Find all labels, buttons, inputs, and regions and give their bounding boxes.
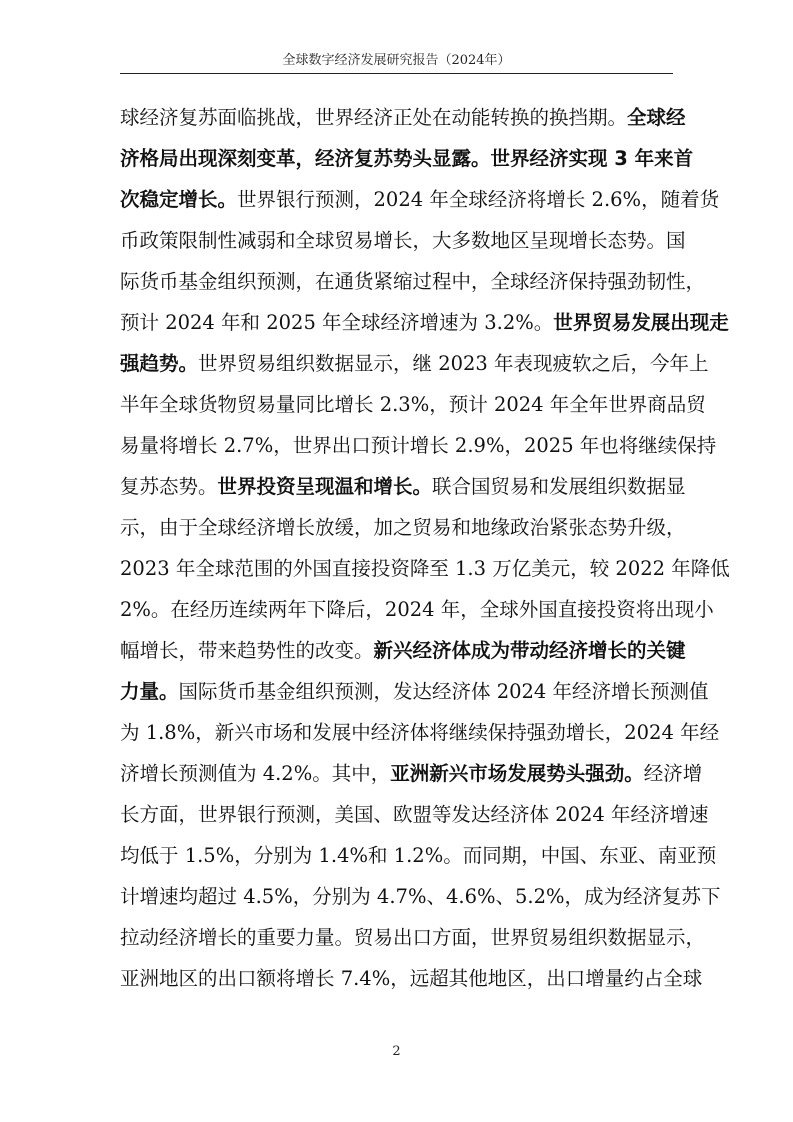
text-segment: 济增长预测值为 4.2%。其中，	[120, 762, 391, 785]
text-line	[120, 384, 706, 425]
text-line	[120, 876, 721, 917]
text-segment: 币政策限制性减弱和全球贸易增长，大多数地区呈现增长态势。国	[120, 229, 686, 252]
text-segment: 2%。在经历连续两年下降后，2024 年，全球外国直接投资将出现小	[120, 598, 714, 621]
bold-text-segment: 强趋势。	[120, 352, 199, 375]
text-line	[120, 630, 686, 671]
bold-text-segment: 次稳定增长。	[120, 188, 238, 211]
bold-text-segment: 世界贸易发展出现走	[553, 311, 729, 334]
text-segment: 复苏态势。	[120, 475, 218, 498]
text-segment: 示，由于全球经济增长放缓，加之贸易和地缘政治紧张态势升级，	[120, 516, 686, 539]
text-line	[120, 220, 686, 261]
text-segment: 经济增	[643, 762, 703, 785]
text-line	[120, 507, 686, 548]
text-segment: 拉动经济增长的重要力量。贸易出口方面，世界贸易组织数据显示，	[120, 926, 706, 949]
text-segment: 均低于 1.5%，分别为 1.4%和 1.2%。而同期，中国、东亚、南亚预	[120, 844, 717, 867]
text-segment: 预计 2024 年和 2025 年全球经济增速为 3.2%。	[120, 311, 554, 334]
body-paragraph	[120, 97, 730, 999]
text-line	[120, 958, 703, 999]
text-line	[120, 794, 709, 835]
text-segment: 亚洲地区的出口额将增长 7.4%，远超其他地区，出口增量约占全球	[120, 967, 703, 990]
bold-text-segment: 力量。	[120, 680, 179, 703]
text-segment: 际货币基金组织预测，在通货紧缩过程中，全球经济保持强劲韧性，	[120, 270, 706, 293]
text-segment: 2023 年全球范围的外国直接投资降至 1.3 万亿美元，较 2022 年降低	[120, 557, 730, 580]
text-line	[120, 835, 717, 876]
text-segment: 计增速均超过 4.5%，分别为 4.7%、4.6%、5.2%，成为经济复苏下	[120, 885, 721, 908]
text-line	[120, 712, 720, 753]
text-line	[120, 343, 709, 384]
text-line	[120, 97, 686, 138]
bold-text-segment: 济格局出现深刻变革，经济复苏势头显露。世界经济实现 3 年来首	[120, 147, 694, 170]
text-line	[120, 138, 694, 179]
text-segment: 球经济复苏面临挑战，世界经济正处在动能转换的换挡期。	[120, 106, 628, 129]
text-segment: 世界贸易组织数据显示，继 2023 年表现疲软之后，今年上	[198, 352, 709, 375]
text-line	[120, 425, 717, 466]
text-segment: 联合国贸易和发展组织数据显	[432, 475, 686, 498]
text-line	[120, 671, 709, 712]
text-line	[120, 589, 714, 630]
text-segment: 易量将增长 2.7%，世界出口预计增长 2.9%，2025 年也将继续保持	[120, 434, 717, 457]
text-segment: 为 1.8%，新兴市场和发展中经济体将继续保持强劲增长，2024 年经	[120, 721, 720, 744]
page-number: 2	[392, 1044, 401, 1059]
page-header: 全球数字经济发展研究报告（2024年）	[282, 53, 511, 68]
text-line	[120, 261, 706, 302]
bold-text-segment: 新兴经济体成为带动经济增长的关键	[373, 639, 686, 662]
text-segment: 半年全球货物贸易量同比增长 2.3%，预计 2024 年全年世界商品贸	[120, 393, 706, 416]
text-line	[120, 466, 686, 507]
text-line	[120, 917, 706, 958]
text-segment: 长方面，世界银行预测，美国、欧盟等发达经济体 2024 年经济增速	[120, 803, 709, 826]
header-divider	[120, 73, 673, 74]
text-line	[120, 548, 730, 589]
text-line	[120, 179, 720, 220]
bold-text-segment: 亚洲新兴市场发展势头强劲。	[390, 762, 644, 785]
bold-text-segment: 全球经	[627, 106, 686, 129]
text-line	[120, 753, 703, 794]
bold-text-segment: 世界投资呈现温和增长。	[217, 475, 433, 498]
text-segment: 世界银行预测，2024 年全球经济将增长 2.6%，随着货	[237, 188, 720, 211]
text-segment: 幅增长，带来趋势性的改变。	[120, 639, 374, 662]
text-line	[120, 302, 729, 343]
text-segment: 国际货币基金组织预测，发达经济体 2024 年经济增长预测值	[178, 680, 709, 703]
